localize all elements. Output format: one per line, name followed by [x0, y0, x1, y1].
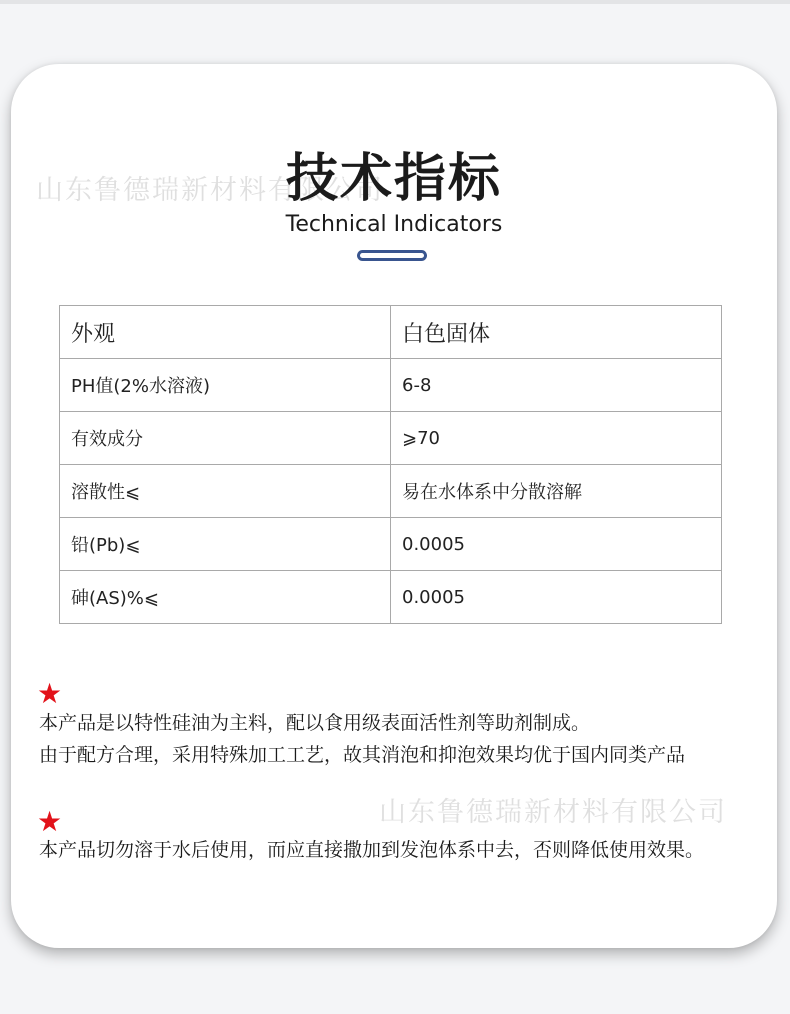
note-line: 由于配方合理，采用特殊加工工艺，故其消泡和抑泡效果均优于国内同类产品 [39, 744, 686, 766]
table-row [60, 412, 722, 465]
spec-table [59, 305, 722, 624]
spec-label: 外观 [60, 306, 391, 359]
spec-value: 易在水体系中分散溶解 [391, 465, 722, 518]
spec-value: 白色固体 [391, 306, 722, 359]
watermark-bottom: 山东鲁德瑞新材料有限公司 [379, 797, 727, 828]
spec-label: PH值(2%水溶液) [60, 359, 391, 412]
spec-label: 砷(AS)%⩽ [60, 571, 391, 624]
spec-label: 溶散性⩽ [60, 465, 391, 518]
star-icon: ★ [37, 805, 63, 838]
spec-card [11, 64, 777, 948]
spec-label: 有效成分 [60, 412, 391, 465]
table-row [60, 518, 722, 571]
spec-value: ⩾70 [391, 412, 722, 465]
table-row [60, 465, 722, 518]
page-title: 技术指标 [285, 149, 502, 209]
title-underline [357, 250, 427, 261]
note-line: 本产品切勿溶于水后使用，而应直接撒加到发泡体系中去，否则降低使用效果。 [39, 839, 705, 861]
spec-value: 0.0005 [391, 571, 722, 624]
table-row [60, 359, 722, 412]
page-subtitle: Technical Indicators [285, 212, 503, 237]
table-row [60, 306, 722, 359]
top-divider [0, 0, 790, 4]
watermark-top: 山东鲁德瑞新材料有限公司 [36, 175, 384, 206]
star-icon: ★ [37, 677, 63, 710]
spec-value: 0.0005 [391, 518, 722, 571]
table-row [60, 571, 722, 624]
spec-label: 铅(Pb)⩽ [60, 518, 391, 571]
note-line: 本产品是以特性硅油为主料，配以食用级表面活性剂等助剂制成。 [39, 712, 591, 734]
spec-value: 6-8 [391, 359, 722, 412]
